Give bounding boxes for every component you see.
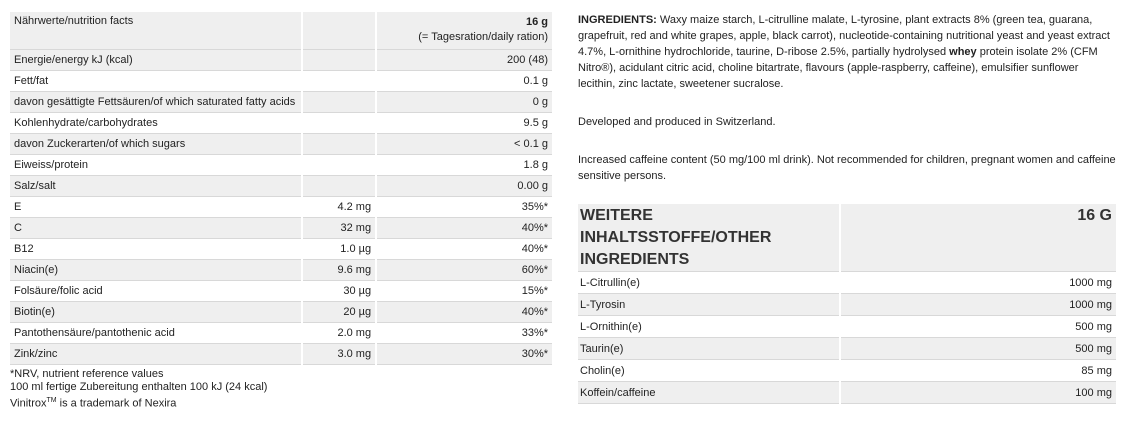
footnote-nrv: *NRV, nutrient reference values bbox=[10, 368, 164, 380]
other-ingredient-value: 1000 mg bbox=[840, 272, 1116, 294]
other-ingredient-row bbox=[578, 360, 1116, 382]
nutrition-row bbox=[10, 260, 552, 281]
nutrition-row-amount: 20 µg bbox=[302, 302, 376, 323]
nutrition-row-amount bbox=[302, 113, 376, 134]
developed-note: Developed and produced in Switzerland. bbox=[578, 116, 776, 128]
info-panel bbox=[578, 12, 1116, 404]
nutrition-row-label: Energie/energy kJ (kcal) bbox=[10, 50, 302, 71]
nutrition-row bbox=[10, 239, 552, 260]
nutrition-row-amount: 32 mg bbox=[302, 218, 376, 239]
nutrition-row-value: 9.5 g bbox=[376, 113, 552, 134]
nutrition-header-row bbox=[10, 12, 552, 50]
caffeine-note: Increased caffeine content (50 mg/100 ml drink). Not recommended for children, pregnant women and caffeine sensitive persons. bbox=[578, 154, 1116, 182]
nutrition-header-ration: (= Tagesration/daily ration) bbox=[418, 31, 548, 43]
nutrition-row-value: 0.00 g bbox=[376, 176, 552, 197]
nutrition-row bbox=[10, 323, 552, 344]
nutrition-row bbox=[10, 71, 552, 92]
nutrition-row-amount bbox=[302, 155, 376, 176]
nutrition-row-amount bbox=[302, 50, 376, 71]
nutrition-row-label: B12 bbox=[10, 239, 302, 260]
other-ingredient-row bbox=[578, 338, 1116, 360]
nutrition-row-amount bbox=[302, 176, 376, 197]
other-ingredient-label: Cholin(e) bbox=[578, 360, 840, 382]
nutrition-panel bbox=[10, 12, 552, 411]
other-ingredient-value: 500 mg bbox=[840, 338, 1116, 360]
nutrition-row-label: Kohlenhydrate/carbohydrates bbox=[10, 113, 302, 134]
other-ingredient-row bbox=[578, 382, 1116, 404]
other-ingredient-label: L-Citrullin(e) bbox=[578, 272, 840, 294]
nutrition-row-value: 0 g bbox=[376, 92, 552, 113]
nutrition-row-value: 15%* bbox=[376, 281, 552, 302]
other-ingredient-row bbox=[578, 272, 1116, 294]
nutrition-row-value: 200 (48) bbox=[376, 50, 552, 71]
nutrition-row-label: Folsäure/folic acid bbox=[10, 281, 302, 302]
other-ingredient-value: 100 mg bbox=[840, 382, 1116, 404]
nutrition-row-value: 30%* bbox=[376, 344, 552, 365]
nutrition-row-amount bbox=[302, 134, 376, 155]
other-ingredient-label: Koffein/caffeine bbox=[578, 382, 840, 404]
other-ingredient-label: Taurin(e) bbox=[578, 338, 840, 360]
ingredients-label: INGREDIENTS: bbox=[578, 14, 657, 26]
nutrition-row bbox=[10, 302, 552, 323]
other-ingredient-value: 500 mg bbox=[840, 316, 1116, 338]
nutrition-row-label: Niacin(e) bbox=[10, 260, 302, 281]
nutrition-row-amount: 30 µg bbox=[302, 281, 376, 302]
footnote-preparation: 100 ml fertige Zubereitung enthalten 100 kJ (24 kcal) bbox=[10, 381, 268, 393]
other-ingredients-table bbox=[578, 204, 1116, 404]
other-ingredient-row bbox=[578, 294, 1116, 316]
nutrition-row bbox=[10, 113, 552, 134]
nutrition-row-value: 33%* bbox=[376, 323, 552, 344]
nutrition-row-value: 35%* bbox=[376, 197, 552, 218]
other-ingredient-value: 1000 mg bbox=[840, 294, 1116, 316]
nutrition-row-amount: 4.2 mg bbox=[302, 197, 376, 218]
nutrition-row-value: < 0.1 g bbox=[376, 134, 552, 155]
nutrition-row-value: 40%* bbox=[376, 302, 552, 323]
nutrition-row-value: 40%* bbox=[376, 218, 552, 239]
other-ingredient-row bbox=[578, 316, 1116, 338]
nutrition-row-amount: 3.0 mg bbox=[302, 344, 376, 365]
nutrition-row-amount: 1.0 µg bbox=[302, 239, 376, 260]
nutrition-row bbox=[10, 176, 552, 197]
nutrition-row bbox=[10, 134, 552, 155]
nutrition-row-label: E bbox=[10, 197, 302, 218]
other-ingredient-label: L-Tyrosin bbox=[578, 294, 840, 316]
nutrition-header-amount: 16 g bbox=[525, 16, 548, 28]
nutrition-row-amount: 9.6 mg bbox=[302, 260, 376, 281]
nutrition-row-value: 1.8 g bbox=[376, 155, 552, 176]
ingredients-text: INGREDIENTS: Waxy maize starch, L-citrulline malate, L-tyrosine, plant extracts 8% (green tea, guarana, grapefruit, red and white grapes, apple, black carrot), nucleotide-containing nutritional yeast and yeast extract 4.7%, L-ornithine hydrochloride, taurine, D-ribose 2.5%, partially hydrolysed whey protein isolate 2% (CFM Nitro®), acidulant citric acid, choline bitartrate, flavours (apple-raspberry, caffeine), emulsifier sunflower lecithin, zinc lactate, sweetener sucralose. bbox=[578, 14, 1110, 90]
nutrition-row-value: 0.1 g bbox=[376, 71, 552, 92]
footnotes bbox=[10, 368, 552, 411]
other-ingredients-title: WEITERE INHALTSSTOFFE/OTHER INGREDIENTS bbox=[578, 204, 840, 272]
footnote-trademark: Vinitrox™ is a trademark of Nexira bbox=[10, 397, 177, 410]
nutrition-row-label: Eiweiss/protein bbox=[10, 155, 302, 176]
whey-highlight: whey bbox=[949, 46, 977, 58]
nutrition-row-label: Salz/salt bbox=[10, 176, 302, 197]
nutrition-row bbox=[10, 50, 552, 71]
nutrition-header-label: Nährwerte/nutrition facts bbox=[10, 12, 302, 50]
nutrition-row-label: Fett/fat bbox=[10, 71, 302, 92]
other-ingredients-amount: 16 G bbox=[840, 204, 1116, 272]
other-ingredients-header bbox=[578, 204, 1116, 272]
nutrition-row-label: davon Zuckerarten/of which sugars bbox=[10, 134, 302, 155]
other-ingredient-value: 85 mg bbox=[840, 360, 1116, 382]
nutrition-row-value: 60%* bbox=[376, 260, 552, 281]
nutrition-table bbox=[10, 12, 552, 365]
nutrition-row bbox=[10, 281, 552, 302]
nutrition-row-amount bbox=[302, 71, 376, 92]
nutrition-row-label: C bbox=[10, 218, 302, 239]
nutrition-row-amount bbox=[302, 92, 376, 113]
nutrition-row-label: Biotin(e) bbox=[10, 302, 302, 323]
nutrition-row bbox=[10, 218, 552, 239]
nutrition-row-label: davon gesättigte Fettsäuren/of which saturated fatty acids bbox=[10, 92, 302, 113]
nutrition-row bbox=[10, 92, 552, 113]
nutrition-row bbox=[10, 344, 552, 365]
nutrition-row bbox=[10, 197, 552, 218]
nutrition-row-amount: 2.0 mg bbox=[302, 323, 376, 344]
nutrition-row-label: Zink/zinc bbox=[10, 344, 302, 365]
other-ingredient-label: L-Ornithin(e) bbox=[578, 316, 840, 338]
nutrition-row-label: Pantothensäure/pantothenic acid bbox=[10, 323, 302, 344]
nutrition-row bbox=[10, 155, 552, 176]
nutrition-row-value: 40%* bbox=[376, 239, 552, 260]
